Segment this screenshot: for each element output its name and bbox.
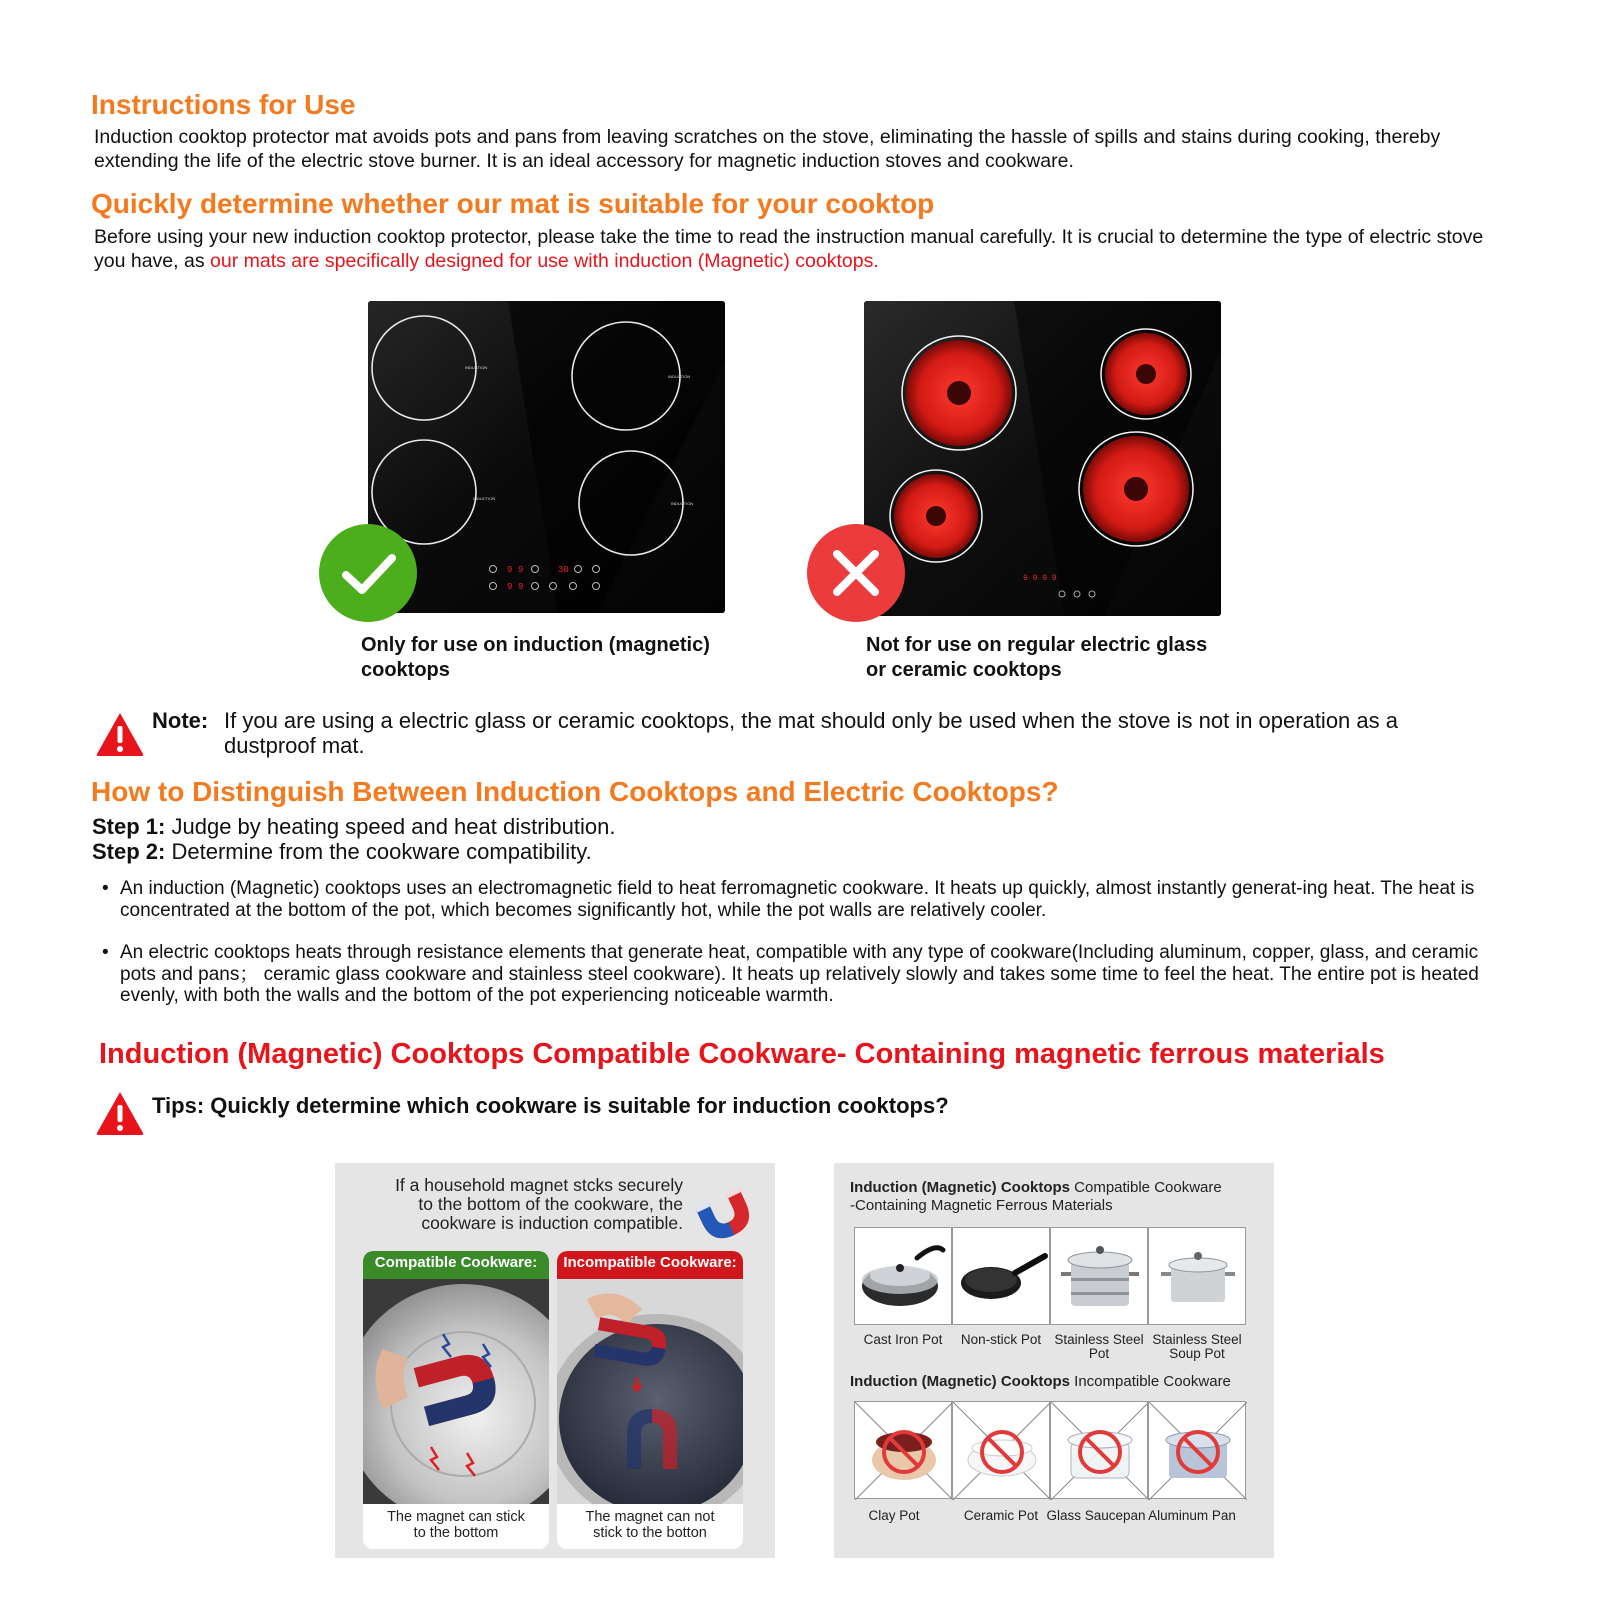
warning-icon — [95, 1090, 145, 1136]
cookware-table-panel — [834, 1163, 1274, 1558]
radiant-caption-line-2: or ceramic cooktops — [866, 659, 1062, 681]
induction-caption — [361, 633, 710, 683]
display-timer: 30 — [558, 565, 569, 575]
display-digit-4: 9 — [518, 582, 524, 592]
label-clay-pot: Clay Pot — [868, 1508, 920, 1523]
incompatible-heading — [850, 1373, 1231, 1391]
magnet-intro-line-3: cookware is induction compatible. — [421, 1213, 683, 1233]
display-digit-2: 9 — [518, 565, 524, 575]
radiant-caption — [866, 633, 1207, 683]
radiant-cooktop-drawing — [864, 301, 1221, 616]
label-ceramic-pot: Ceramic Pot — [963, 1508, 1039, 1523]
note-label: Note: — [152, 708, 209, 733]
radiant-burner-2 — [1101, 329, 1191, 419]
step-1 — [92, 814, 615, 839]
radiant-display: 9 9 9 9 — [1023, 574, 1057, 583]
step-2-label: Step 2: — [92, 839, 166, 864]
glass-saucepan-icon — [1050, 1401, 1148, 1499]
display-digit-1: 9 — [507, 565, 513, 575]
incompatible-caption — [557, 1504, 743, 1541]
radiant-caption-line-1: Not for use on regular electric glass — [866, 634, 1208, 656]
compatible-heading-bold: Induction (Magnetic) Cooktops — [850, 1179, 1070, 1196]
radiant-cooktop-image — [864, 301, 1221, 616]
suitability-body-highlight: our mats are specifically designed for use with induction (Magnetic) cooktops. — [210, 250, 879, 272]
tips-text: Tips: Quickly determine which cookware is suitable for induction cooktops? — [152, 1093, 949, 1118]
compatible-caption — [363, 1504, 549, 1541]
label-stainless-steel-pot: Stainless Steel Pot — [1054, 1332, 1144, 1361]
steamer-pot-icon — [1050, 1227, 1148, 1325]
soup-pot-icon — [1148, 1227, 1246, 1325]
ceramic-pot-icon — [952, 1401, 1050, 1499]
label-non-stick-pot: Non-stick Pot — [960, 1332, 1042, 1347]
zone-label-2: INDUCTION — [668, 374, 691, 379]
step-1-text: Judge by heating speed and heat distribution. — [171, 814, 616, 839]
induction-caption-line-1: Only for use on induction (magnetic) — [361, 634, 710, 656]
label-aluminum-pan: Aluminum Pan — [1148, 1508, 1236, 1523]
label-glass-saucepan: Glass Saucepan — [1046, 1508, 1146, 1523]
bullet-induction-text: An induction (Magnetic) cooktops uses an electromagnetic field to heat ferromagnetic cookware. It heats up quickly, almost instantly generat-ing heat. The heat is concentrated at the bottom of the pot, which becomes significantly hot, while the pot walls are relatively cooler. — [120, 878, 1475, 921]
suitability-title: Quickly determine whether our mat is suitable for your cooktop — [91, 188, 935, 219]
bullet-induction — [102, 878, 1482, 921]
step-1-label: Step 1: — [92, 814, 166, 839]
incompatible-caption-line-2: stick to the botton — [593, 1524, 707, 1541]
compatible-heading — [850, 1179, 1222, 1215]
note-text: If you are using a electric glass or ceramic cooktops, the mat should only be used when the stove is not in operation as a dustproof mat. — [224, 708, 1398, 758]
incompatible-photo — [557, 1279, 743, 1504]
warning-icon — [95, 711, 145, 757]
compatible-caption-line-1: The magnet can stick — [387, 1509, 525, 1525]
zone-label-3: INDUCTION — [473, 496, 496, 501]
radiant-burner-4 — [1079, 432, 1193, 546]
suitability-body — [94, 225, 1514, 273]
zone-label-1: INDUCTION — [465, 365, 488, 370]
bullet-dot-icon: • — [102, 942, 109, 963]
compatible-caption-line-2: to the bottom — [413, 1524, 499, 1541]
check-badge-icon — [318, 523, 418, 623]
incompatible-caption-line-1: The magnet can not — [585, 1509, 715, 1525]
wok-icon — [854, 1227, 952, 1325]
induction-cooktop-drawing — [368, 301, 725, 613]
step-2-text: Determine from the cookware compatibility. — [171, 839, 592, 864]
compatible-photo — [363, 1279, 549, 1504]
clay-pot-icon — [854, 1401, 952, 1499]
incompatible-heading-bold: Induction (Magnetic) Cooktops — [850, 1373, 1070, 1390]
compatible-heading-line-2: -Containing Magnetic Ferrous Materials — [850, 1197, 1113, 1214]
induction-cooktop-image — [368, 301, 725, 613]
aluminum-pan-icon — [1148, 1401, 1246, 1499]
induction-caption-line-2: cooktops — [361, 659, 450, 681]
magnet-test-panel — [335, 1163, 775, 1558]
frying-pan-icon — [952, 1227, 1050, 1325]
compatible-card — [363, 1251, 549, 1549]
magnet-intro-line-1: If a household magnet stcks securely — [395, 1175, 683, 1195]
instructions-body: Induction cooktop protector mat avoids pots and pans from leaving scratches on the stove, eliminating the hassle of spills and stains during cooking, thereby extending the life of the electric stove burner. It is an ideal accessory for magnetic induction stoves and cookware. — [94, 126, 1441, 172]
magnet-intro-line-2: to the bottom of the cookware, the — [418, 1194, 683, 1214]
compatible-heading-rest: Compatible Cookware — [1074, 1179, 1222, 1196]
incompatible-card — [557, 1251, 743, 1549]
instructions-title: Instructions for Use — [91, 89, 356, 120]
compatible-header: Compatible Cookware: — [363, 1251, 549, 1279]
magnet-fall-drawing — [557, 1279, 743, 1504]
magnet-icon — [693, 1183, 753, 1239]
zone-label-4: INDUCTION — [671, 501, 694, 506]
incompatible-header: Incompatible Cookware: — [557, 1251, 743, 1279]
step-2 — [92, 839, 592, 864]
display-digit-3: 9 — [507, 582, 513, 592]
bullet-electric — [102, 942, 1482, 1007]
incompatible-heading-rest: Incompatible Cookware — [1074, 1373, 1231, 1390]
bullet-electric-text: An electric cooktops heats through resistance elements that generate heat, compatible with any type of cookware(Including aluminum, copper, glass, and ceramic pots and pans； ceramic glass cookware and stainless steel cookware). It heats up relatively slowly and takes some time to feel the heat. The entire pot is heated evenly, with both the walls and the bottom of the pot experiencing noticeable warmth. — [120, 942, 1479, 1006]
magnet-stick-drawing — [363, 1279, 549, 1504]
suitability-body-plain: Before using your new induction cooktop protector, please take the time to read the instruction manual carefully. It is crucial to determine the type of electric stove you have, as — [94, 226, 1484, 272]
magnet-intro — [395, 1176, 683, 1233]
compatible-title: Induction (Magnetic) Cooktops Compatible Cookware- Containing magnetic ferrous materials — [99, 1038, 1385, 1070]
bullet-dot-icon: • — [102, 878, 109, 899]
radiant-burner-1 — [902, 336, 1016, 450]
distinguish-title: How to Distinguish Between Induction Cooktops and Electric Cooktops? — [91, 776, 1059, 807]
label-stainless-steel-soup-pot: Stainless Steel Soup Pot — [1152, 1332, 1242, 1361]
label-cast-iron-pot: Cast Iron Pot — [863, 1332, 943, 1347]
cross-badge-icon — [806, 523, 906, 623]
